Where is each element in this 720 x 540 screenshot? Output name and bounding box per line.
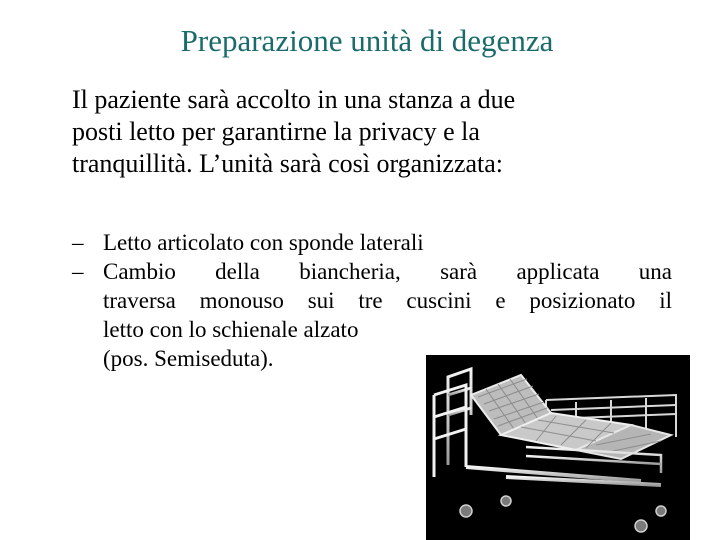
bullet-list: [72, 228, 672, 373]
bullet-item-bed: [72, 228, 672, 257]
bullet-marker: –: [72, 230, 84, 255]
bullet-text: Cambio della biancheria, sarà applicata una: [103, 259, 672, 284]
bullet-text: letto con lo schienale alzato: [103, 317, 359, 342]
intro-line: tranquillità. L’unità sarà così organizzata:: [72, 149, 504, 178]
bullet-text: Letto articolato con sponde laterali: [103, 230, 424, 255]
intro-line: posti letto per garantirne la privacy e la: [72, 117, 480, 146]
hospital-bed-icon: [426, 355, 690, 540]
bullet-text: traversa monouso sui tre cuscini e posizionato il: [103, 288, 672, 313]
bullet-marker: –: [72, 259, 84, 284]
hospital-bed-photo: [426, 355, 690, 540]
intro-paragraph: [72, 84, 692, 180]
intro-line: Il paziente sarà accolto in una stanza a due: [72, 85, 516, 114]
slide-title: Preparazione unità di degenza: [180, 23, 554, 58]
bullet-text: (pos. Semiseduta).: [103, 346, 274, 371]
